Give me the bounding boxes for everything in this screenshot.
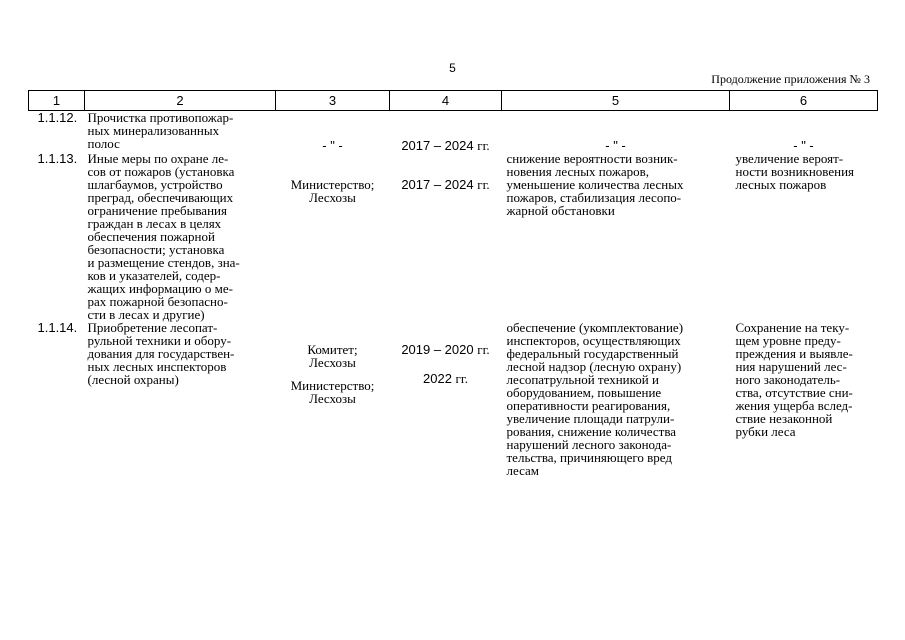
- text-line: шлагбаумов, устройство: [87, 177, 223, 192]
- measures-table: [28, 90, 878, 477]
- text-line: Комитет;: [307, 342, 358, 357]
- text-line: жения ущерба вслед-: [735, 398, 853, 413]
- spacer: [390, 356, 502, 372]
- row-number: 1.1.12.: [37, 110, 78, 125]
- period-unit: гг.: [477, 177, 490, 192]
- period-unit: гг.: [477, 138, 490, 153]
- text-line: лесам: [506, 463, 540, 478]
- executor: [276, 152, 390, 321]
- effect: [730, 321, 878, 477]
- effect: - " -: [793, 138, 814, 153]
- text-line: нарушений лесного законода-: [506, 437, 672, 452]
- column-number-row: [29, 91, 878, 111]
- text-line: Приобретение лесопат-: [87, 320, 218, 335]
- text-line: ков и указателей, содер-: [87, 268, 221, 283]
- measure-name: [85, 152, 276, 321]
- text-line: полос: [87, 136, 120, 151]
- text-line: ных минерализованных: [87, 123, 220, 138]
- text-line: рования, снижение количества: [506, 424, 677, 439]
- text-line: граждан в лесах в целях: [87, 216, 222, 231]
- table-row: [29, 111, 878, 153]
- text-line: сов от пожаров (установка: [87, 164, 235, 179]
- text-line: ния нарушений лес-: [735, 359, 847, 374]
- text-line: дования для государствен-: [87, 346, 235, 361]
- column-header-3: 3: [276, 91, 390, 111]
- period: [390, 111, 502, 153]
- text-line: рубки леса: [735, 424, 796, 439]
- text-line: преждения и выявле-: [735, 346, 853, 361]
- column-header-4: 4: [390, 91, 502, 111]
- row-number: 1.1.14.: [37, 320, 78, 335]
- text-line: увеличение площади патрули-: [506, 411, 675, 426]
- page-number: 5: [449, 61, 456, 75]
- text-line: ствие незаконной: [735, 411, 833, 426]
- text-line: преград, обеспечивающих: [87, 190, 234, 205]
- row-number: 1.1.13.: [37, 151, 78, 166]
- period-range: 2017 – 2024: [401, 138, 474, 153]
- text-line: лесопатрульной техникой и: [506, 372, 659, 387]
- text-line: оборудованием, повышение: [506, 385, 662, 400]
- text-line: Лесхозы: [309, 355, 356, 370]
- measure-name: [85, 111, 276, 153]
- column-header-2: 2: [85, 91, 276, 111]
- text-line: рульной техники и обору-: [87, 333, 232, 348]
- text-line: ограничение пребывания: [87, 203, 227, 218]
- text-line: Министерство;: [290, 177, 375, 192]
- executor: - " -: [322, 138, 343, 153]
- text-line: сти в лесах и другие): [87, 307, 205, 322]
- text-line: Сохранение на теку-: [735, 320, 850, 335]
- text-line: Иные меры по охране ле-: [87, 151, 229, 166]
- text-line: (лесной охраны): [87, 372, 179, 387]
- column-header-1: 1: [29, 91, 85, 111]
- text-line: и размещение стендов, зна-: [87, 255, 240, 270]
- text-line: увеличение вероят-: [735, 151, 844, 166]
- period-unit: гг.: [455, 371, 468, 386]
- text-line: жащих информацию о ме-: [87, 281, 233, 296]
- table-row: [29, 152, 878, 321]
- text-line: федеральный государственный: [506, 346, 679, 361]
- text-line: ности возникновения: [735, 164, 855, 179]
- effect: [730, 152, 878, 321]
- text-line: тельства, причиняющего вред: [506, 450, 673, 465]
- text-line: инспекторов, осуществляющих: [506, 333, 681, 348]
- text-line: Министерство;: [290, 378, 375, 393]
- text-line: Лесхозы: [309, 391, 356, 406]
- text-line: безопасности; установка: [87, 242, 225, 257]
- period-range: 2019 – 2020: [401, 342, 474, 357]
- text-line: пожаров, стабилизация лесопо-: [506, 190, 682, 205]
- text-line: снижение вероятности возник-: [506, 151, 678, 166]
- text-line: оперативности реагирования,: [506, 398, 671, 413]
- period-line: [390, 372, 502, 385]
- table-row: [29, 321, 878, 477]
- period-line: [390, 343, 502, 356]
- text-line: жарной обстановки: [506, 203, 615, 218]
- text-line: Лесхозы: [309, 190, 356, 205]
- text-line: лесных пожаров: [735, 177, 827, 192]
- text-line: щем уровне преду-: [735, 333, 841, 348]
- expected-result: [502, 152, 730, 321]
- period-unit: гг.: [477, 342, 490, 357]
- text-line: рах пожарной безопасно-: [87, 294, 228, 309]
- column-header-6: 6: [730, 91, 878, 111]
- period: [390, 321, 502, 477]
- text-line: уменьшение количества лесных: [506, 177, 684, 192]
- text-line: новения лесных пожаров,: [506, 164, 649, 179]
- expected-result: [502, 321, 730, 477]
- period-range: 2017 – 2024: [401, 177, 474, 192]
- measure-name: [85, 321, 276, 477]
- text-line: Прочистка противопожар-: [87, 110, 234, 125]
- text-line: ства, отсутствие сни-: [735, 385, 853, 400]
- executor: [276, 321, 390, 477]
- text-line: лесной надзор (лесную охрану): [506, 359, 682, 374]
- text-line: обеспечения пожарной: [87, 229, 215, 244]
- period: [390, 152, 502, 321]
- expected-result: - " -: [605, 138, 626, 153]
- text-line: обеспечение (укомплектование): [506, 320, 684, 335]
- period-range: 2022: [423, 371, 452, 386]
- column-header-5: 5: [502, 91, 730, 111]
- text-line: ных лесных инспекторов: [87, 359, 227, 374]
- text-line: ного законодатель-: [735, 372, 841, 387]
- continuation-note: Продолжение приложения № 3: [711, 72, 870, 86]
